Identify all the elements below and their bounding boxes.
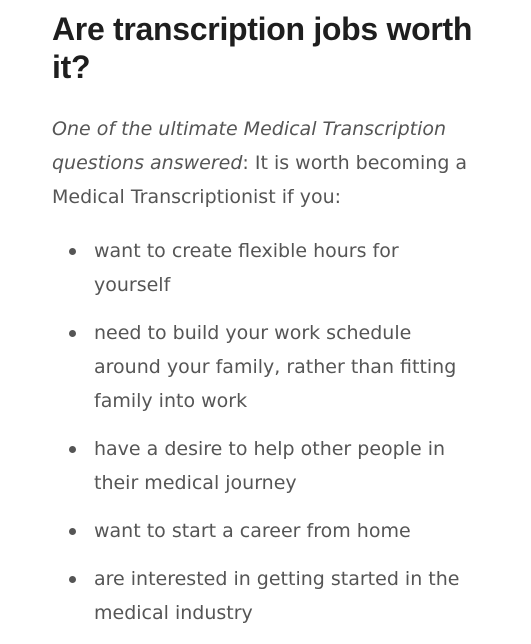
list-item-text: have a desire to help other people in their medical journey: [94, 438, 446, 494]
list-item-text: are interested in getting started in the medical industry: [94, 568, 460, 624]
list-item: [52, 562, 472, 630]
bullet-icon: [69, 528, 76, 535]
article: [52, 10, 502, 644]
bullet-icon: [69, 446, 76, 453]
list-item: [52, 432, 472, 500]
bullet-icon: [69, 248, 76, 255]
list-item: [52, 514, 472, 548]
bullet-icon: [69, 576, 76, 583]
list-item-text: want to start a career from home: [94, 520, 411, 542]
bullet-list: [52, 234, 472, 630]
list-item-text: want to create flexible hours for yourself: [94, 240, 399, 296]
intro-paragraph: [52, 112, 492, 214]
list-item-text: need to build your work schedule around your family, rather than fitting family into work: [94, 322, 457, 412]
bullet-icon: [69, 330, 76, 337]
intro-colon: :: [242, 152, 249, 174]
page-title: Are transcription jobs worth it?: [52, 11, 473, 85]
list-item: [52, 234, 472, 302]
list-item: [52, 316, 472, 418]
intro-text: It is worth becoming a Medical Transcriptionist if you:: [52, 152, 468, 208]
intro-emphasis: One of the ultimate Medical Transcription questions answered: [52, 118, 447, 174]
